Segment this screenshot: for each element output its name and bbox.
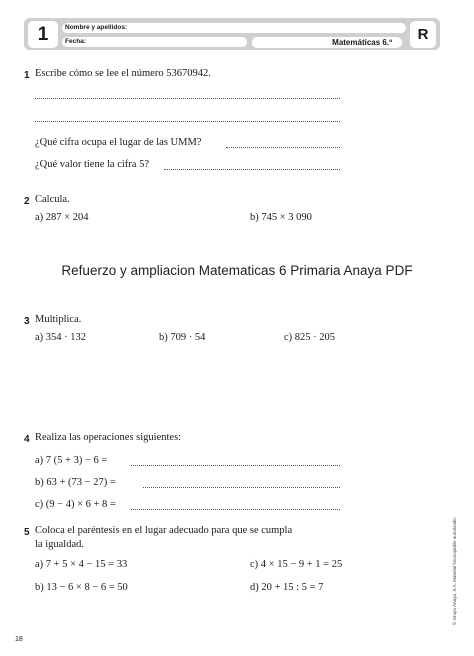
subject-label: Matemáticas 6.º bbox=[252, 37, 402, 48]
exercise-4-prompt: Realiza las operaciones siguientes: bbox=[35, 432, 182, 443]
exercise-3-item-c: c) 825 · 205 bbox=[284, 332, 336, 343]
exercise-3-item-b: b) 709 · 54 bbox=[159, 332, 206, 343]
exercise-2-number: 2 bbox=[24, 196, 30, 207]
date-field[interactable]: Fecha: bbox=[62, 37, 247, 47]
exercise-2-item-a: a) 287 × 204 bbox=[35, 212, 89, 223]
exercise-4-item-c: c) (9 − 4) × 6 + 8 = bbox=[35, 499, 116, 510]
unit-number: 1 bbox=[28, 21, 58, 48]
exercise-5-prompt-line2: la igualdad. bbox=[35, 539, 84, 550]
answer-line[interactable] bbox=[164, 169, 340, 170]
exercise-4-item-b: b) 63 + (73 − 27) = bbox=[35, 477, 116, 488]
copyright-note: © Grupo Anaya, S.A. Material fotocopiable autorizado. bbox=[452, 516, 457, 625]
exercise-4-number: 4 bbox=[24, 434, 30, 445]
exercise-4-item-a: a) 7 (5 + 3) − 6 = bbox=[35, 455, 108, 466]
exercise-2-prompt: Calcula. bbox=[35, 194, 70, 205]
exercise-1-question-a: ¿Qué cifra ocupa el lugar de las UMM? bbox=[35, 137, 202, 148]
exercise-5-number: 5 bbox=[24, 527, 30, 538]
exercise-1-prompt: Escribe cómo se lee el número 53670942. bbox=[35, 68, 211, 79]
answer-line[interactable] bbox=[131, 509, 340, 510]
page-number: 18 bbox=[15, 636, 23, 643]
exercise-1-question-b: ¿Qué valor tiene la cifra 5? bbox=[35, 159, 149, 170]
exercise-1-number: 1 bbox=[24, 70, 30, 81]
level-letter: R bbox=[410, 21, 436, 48]
name-field[interactable]: Nombre y apellidos: bbox=[62, 23, 406, 33]
exercise-2-item-b: b) 745 × 3 090 bbox=[250, 212, 312, 223]
exercise-3-item-a: a) 354 · 132 bbox=[35, 332, 87, 343]
answer-line[interactable] bbox=[131, 465, 340, 466]
exercise-3-number: 3 bbox=[24, 316, 30, 327]
overlay-title: Refuerzo y ampliacion Matematicas 6 Primaria Anaya PDF bbox=[61, 263, 413, 278]
answer-line[interactable] bbox=[226, 147, 340, 148]
exercise-3-prompt: Multiplica. bbox=[35, 314, 82, 325]
exercise-5-item-a: a) 7 + 5 × 4 − 15 = 33 bbox=[35, 559, 128, 570]
answer-line[interactable] bbox=[143, 487, 340, 488]
exercise-5-item-b: b) 13 − 6 × 8 − 6 = 50 bbox=[35, 582, 128, 593]
exercise-5-item-d: d) 20 + 15 : 5 = 7 bbox=[250, 582, 324, 593]
exercise-5-item-c: c) 4 × 15 − 9 + 1 = 25 bbox=[250, 559, 343, 570]
exercise-5-prompt-line1: Coloca el paréntesis en el lugar adecuado para que se cumpla bbox=[35, 525, 293, 536]
answer-line[interactable] bbox=[35, 121, 340, 122]
answer-line[interactable] bbox=[35, 98, 340, 99]
